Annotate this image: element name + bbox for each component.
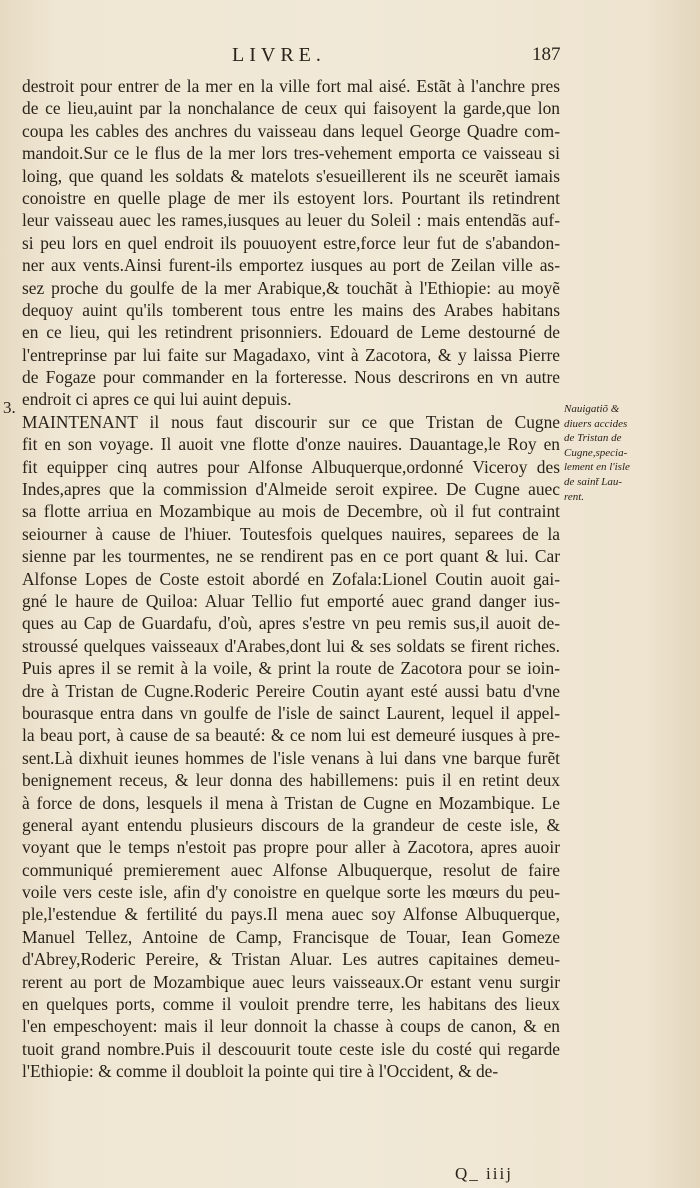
- margin-note-line: de Tristan de: [564, 432, 622, 445]
- text-line: Puis apres il se remit à la voile, & print la route de Zacotora pour se ioin-: [22, 658, 560, 679]
- text-line: Indes,apres que la commission d'Almeide seroit expiree. De Cugne auec: [22, 479, 560, 500]
- margin-note-line: de saint̄ Lau-: [564, 475, 623, 488]
- text-line: sez proche du goulfe de la mer Arabique,& touchãt à l'Ethiopie: au moyẽ: [22, 277, 560, 298]
- text-line: leur vaisseau auec les rames,iusques au leuer du Soleil : mais entendãs auf-: [22, 210, 560, 231]
- text-line: conoistre en quelle plage de mer ils estoyent lors. Pourtant ils retindrent: [22, 187, 560, 208]
- margin-note-line: Cugne,specia-: [564, 446, 628, 459]
- signature-mark: Q_ iiij: [455, 1164, 513, 1183]
- text-line: l'entreprinse par lui faite sur Magadaxo, vint à Zacotora, & y laissa Pierre: [22, 344, 560, 365]
- text-line: gné le haure de Quiloa: Aluar Tellio fut emporté auec grand danger ius-: [22, 590, 560, 611]
- text-line: Alfonse Lopes de Coste estoit abordé en Zofala:Lionel Coutin auoit gai-: [22, 568, 560, 589]
- text-line: à force de dons, lesquels il mena à Tristan de Cugne en Mozambique. Le: [22, 792, 560, 813]
- text-line: dequoy auint qu'ils tomberent tous entre les mains des Arabes habitans: [22, 299, 560, 320]
- text-line: bourasque entra dans vn goulfe de l'isle de sainct Laurent, lequel il appel-: [22, 702, 560, 723]
- text-line: seiourner à cause de l'hiuer. Toutesfois quelques nauires, separees de la: [22, 523, 560, 544]
- text-line: l'en empeschoyent: mais il leur donnoit la chasse à coups de canon, & en: [22, 1016, 560, 1037]
- margin-note-line: lement en l'isle: [564, 461, 630, 474]
- margin-note: [564, 402, 682, 504]
- text-line: voile vers ceste isle, afin d'y conoistre en quelque sorte les mœurs du peu-: [22, 882, 560, 903]
- text-line: destroit pour entrer de la mer en la ville fort mal aisé. Estãt à l'anchre pres: [22, 76, 560, 96]
- text-line: de ce lieu,auint par la nonchalance de ceux qui faisoyent la garde,que lon: [22, 98, 560, 119]
- text-line: dre à Tristan de Cugne.Roderic Pereire Coutin ayant esté aussi batu d'vne: [22, 680, 560, 701]
- text-line: rerent au port de Mozambique auec leurs vaisseaux.Or estant venu surgir: [22, 971, 560, 992]
- text-line: voyant que le temps n'estoit pas propre pour aller à Zacotora, apres auoir: [22, 837, 560, 858]
- margin-note-line: Nauigatiõ &: [564, 403, 620, 415]
- text-line: en ce lieu, qui les retindrent prisonniers. Edouard de Leme destourné de: [22, 322, 560, 343]
- text-line: ques au Cap de Guardafu, d'où, apres s'estre vn peu remis sus,il auoit de-: [22, 613, 560, 634]
- text-line: endroit ci apres ce qui lui auint depuis.: [22, 389, 292, 410]
- text-line: loing, que quand les soldats & matelots s'esueillerent ils ne sceurẽt iamais: [22, 165, 560, 186]
- page-header: [0, 44, 700, 74]
- text-line: MAINTENANT il nous faut discourir sur ce que Tristan de Cugne: [22, 411, 560, 432]
- text-line: mandoit.Sur ce le flus de la mer lors tres-vehement emporta ce vaisseau si: [22, 143, 560, 164]
- page-number: 187: [532, 44, 561, 65]
- text-line: en quelques ports, comme il vouloit prendre terre, les habitans des lieux: [22, 994, 560, 1015]
- text-line: benignement receus, & leur donna des habillemens: puis il en retint deux: [22, 770, 560, 791]
- text-line: sa flotte arriua en Mozambique au mois de Decembre, où il fut contraint: [22, 501, 560, 522]
- text-line: coupa les cables des anchres du vaisseau dans lequel George Quadre com-: [22, 120, 560, 141]
- text-line: la beau port, à cause de sa beauté: & ce nom lui est demeuré iusques à pre-: [22, 725, 560, 746]
- section-number: 3.: [3, 398, 16, 417]
- body-text: [22, 75, 560, 1083]
- text-line: tuoit grand nombre.Puis il descouurit toute ceste isle du costé qui regarde: [22, 1038, 560, 1059]
- margin-note-line: diuers accides: [564, 417, 628, 430]
- text-line: communiqué premierement auec Alfonse Albuquerque, resolut de faire: [22, 859, 560, 880]
- text-line: si peu lors en quel endroit ils pouuoyent estre,force leur fut de s'abandon-: [22, 232, 560, 253]
- margin-note-line: rent.: [564, 490, 585, 503]
- text-line: ple,l'estendue & fertilité du pays.Il mena auec soy Alfonse Albuquerque,: [22, 904, 560, 925]
- text-line: l'Ethiopie: & comme il doubloit la pointe qui tire à l'Occident, & de-: [22, 1061, 499, 1082]
- text-line: fit equipper cinq autres pour Alfonse Albuquerque,ordonné Viceroy des: [22, 456, 560, 477]
- text-line: general ayant entendu plusieurs discours de la grandeur de ceste isle, &: [22, 814, 560, 835]
- text-line: d'Abrey,Roderic Pereire, & Tristan Aluar. Les autres capitaines demeu-: [22, 949, 560, 970]
- text-line: sienne par les tourmentes, ne se rendirent pas en ce port quant & lui. Car: [22, 546, 560, 567]
- text-line: stroussé quelques vaisseaux d'Arabes,dont lui & ses soldats se firent riches.: [22, 635, 560, 656]
- text-line: de Fogaze pour commander en la forteresse. Nous descrirons en vn autre: [22, 367, 560, 388]
- text-line: ner aux vents.Ainsi furent-ils emportez iusques au port de Zeilan ville as-: [22, 255, 560, 276]
- text-line: Manuel Tellez, Antoine de Camp, Francisque de Touar, Iean Gomeze: [22, 926, 560, 947]
- text-line: fit en son voyage. Il auoit vne flotte d'onze nauires. Dauantage,le Roy en: [22, 434, 560, 455]
- running-title: LIVRE.: [232, 44, 326, 66]
- text-line: sent.Là dixhuit ieunes hommes de l'isle venans à lui dans vne barque furẽt: [22, 747, 560, 768]
